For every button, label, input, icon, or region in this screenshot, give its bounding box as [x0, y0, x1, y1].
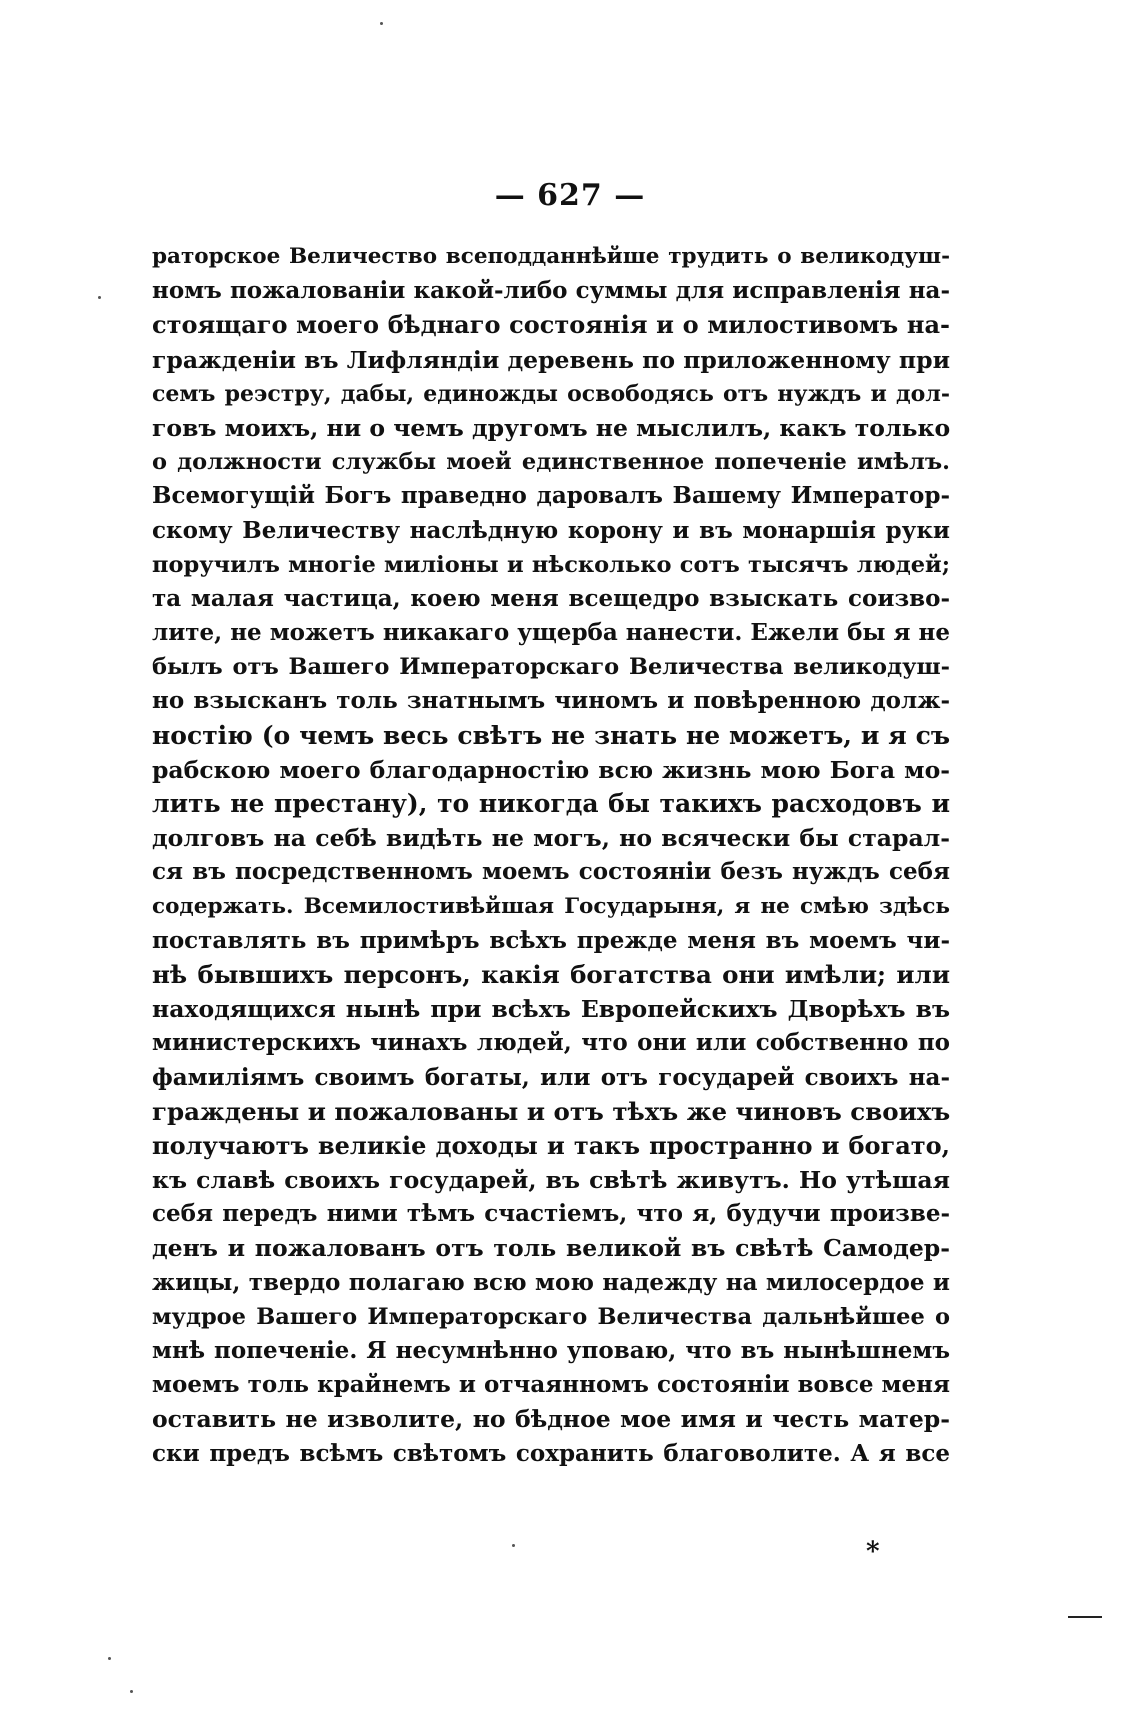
text-block — [152, 240, 950, 1471]
text-line: долговъ на себѣ видѣть не могъ, но всячески бы старал- — [152, 824, 950, 853]
text-line: семъ реэстру, дабы, единожды освободясь отъ нуждъ и дол- — [152, 380, 950, 407]
text-line: фамиліямъ своимъ богаты, или отъ государей своихъ на- — [152, 1063, 950, 1091]
text-line: говъ моихъ, ни о чемъ другомъ не мыслилъ, какъ только — [152, 413, 950, 442]
text-line: поставлять въ примѣръ всѣхъ прежде меня въ моемъ чи- — [152, 926, 950, 954]
paper-speck — [380, 22, 383, 25]
text-line: граждены и пожалованы и отъ тѣхъ же чиновъ своихъ — [152, 1096, 950, 1126]
text-line: поручилъ многіе миліоны и нѣсколько сотъ тысячъ людей; — [152, 551, 950, 578]
text-line: Всемогущій Богъ праведно даровалъ Вашему Император- — [152, 482, 950, 510]
text-line: скому Величеству наслѣдную корону и въ монаршія руки — [152, 516, 950, 544]
text-line: содержать. Всемилостивѣйшая Государыня, я не смѣю здѣсь — [152, 893, 950, 919]
text-line: былъ отъ Вашего Императорскаго Величества великодуш- — [152, 654, 950, 681]
text-line: лить не престану), то никогда бы такихъ расходовъ и — [152, 789, 950, 818]
paper-speck — [98, 296, 101, 299]
text-line: гражденіи въ Лифляндіи деревень по приложенному при — [152, 345, 950, 374]
text-line: получаютъ великіе доходы и такъ пространно и богато, — [152, 1130, 950, 1160]
text-line: но взысканъ толь знатнымъ чиномъ и повѣренною долж- — [152, 687, 950, 715]
text-line: рабскою моего благодарностію всю жизнь мою Бога мо- — [152, 755, 950, 784]
text-line: о должности службы моей единственное попеченіе имѣлъ. — [152, 449, 950, 476]
page-number: — 627 — — [494, 178, 646, 213]
text-line: лите, не можетъ никакаго ущерба нанести. Ежели бы я не — [152, 619, 950, 647]
text-line: та малая частица, коею меня всещедро взыскать соизво- — [152, 584, 950, 612]
text-line: моемъ толь крайнемъ и отчаянномъ состояніи вовсе меня — [152, 1371, 950, 1399]
text-line: ся въ посредственномъ моемъ состояніи безъ нуждъ себя — [152, 858, 950, 886]
text-line: мудрое Вашего Императорскаго Величества дальнѣйшее о — [152, 1303, 950, 1330]
text-line: ностію (о чемъ весь свѣтъ не знать не можетъ, и я съ — [152, 720, 950, 750]
text-line: ски предъ всѣмъ свѣтомъ сохранить благоволите. А я все — [152, 1439, 950, 1467]
margin-dash — [1068, 1616, 1102, 1618]
text-line: раторское Величество всеподданнѣйше трудить о великодуш- — [152, 244, 950, 269]
text-line: къ славѣ своихъ государей, въ свѣтѣ живутъ. Но утѣшая — [152, 1166, 950, 1195]
text-line: денъ и пожалованъ отъ толь великой въ свѣтѣ Самодер- — [152, 1234, 950, 1263]
text-line: оставить не изволите, но бѣдное мое имя и честь матер- — [152, 1405, 950, 1434]
text-line: нѣ бывшихъ персонъ, какія богатства они имѣли; или — [152, 959, 950, 989]
paper-speck — [108, 1657, 111, 1660]
text-line: себя передъ ними тѣмъ счастіемъ, что я, будучи произве- — [152, 1200, 950, 1228]
text-line: стоящаго моего бѣднаго состоянія и о милостивомъ на- — [152, 310, 950, 340]
paper-speck — [130, 1690, 133, 1693]
text-line: мнѣ попеченіе. Я несумнѣнно уповаю, что въ нынѣшнемъ — [152, 1337, 950, 1364]
text-line: находящихся нынѣ при всѣхъ Европейскихъ Дворѣхъ въ — [152, 995, 950, 1024]
signature-mark: * — [866, 1537, 880, 1567]
text-line: жицы, твердо полагаю всю мою надежду на милосердое и — [152, 1268, 950, 1296]
text-line: министерскихъ чинахъ людей, что они или собственно по — [152, 1029, 950, 1057]
paper-speck — [512, 1544, 515, 1547]
text-line: номъ пожалованіи какой-либо суммы для исправленія на- — [152, 277, 950, 305]
